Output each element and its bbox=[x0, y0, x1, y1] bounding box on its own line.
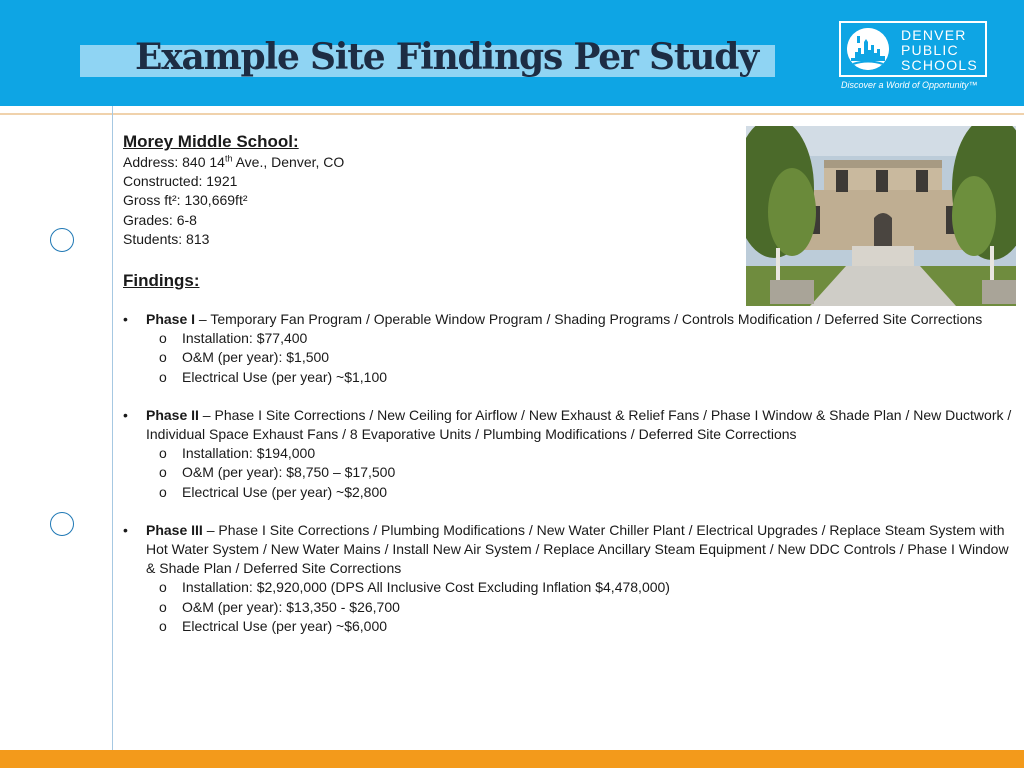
constructed-year: Constructed: 1921 bbox=[123, 173, 238, 190]
sub-bullet-icon: o bbox=[159, 349, 167, 366]
footer-bar bbox=[0, 750, 1024, 768]
cost-item bbox=[146, 617, 1013, 636]
cost-item-text: O&M (per year): $1,500 bbox=[182, 349, 330, 366]
logo-wordmark bbox=[901, 28, 985, 73]
phase-label: Phase II bbox=[146, 406, 199, 423]
skyline-emblem-icon bbox=[847, 28, 889, 70]
phase-description: – Phase I Site Corrections / New Ceiling for Airflow / New Exhaust & Relief Fans / Phase I Window & Shade Plan / New Ductwork / Individual Space Exhaust Fans / 8 Evaporative Units / Plumbing Modifications / Deferred Site Corrections bbox=[146, 406, 1012, 443]
cost-item-text: Installation: $194,000 bbox=[182, 445, 316, 462]
sub-bullet-icon: o bbox=[159, 445, 167, 462]
logo-tagline: Discover a World of Opportunity™ bbox=[841, 80, 978, 90]
school-address bbox=[123, 153, 1013, 172]
grades-range: Grades: 6-8 bbox=[123, 211, 197, 228]
cost-item bbox=[146, 578, 1013, 597]
sub-bullet-icon: o bbox=[159, 368, 167, 385]
phase-cost-list bbox=[146, 329, 1013, 387]
address-sup: th bbox=[224, 153, 233, 164]
left-margin-line bbox=[112, 106, 113, 751]
sub-bullet-icon: o bbox=[159, 464, 167, 481]
slide-title: Example Site Findings Per Study bbox=[135, 36, 758, 78]
phase-cost-list bbox=[146, 444, 1013, 502]
cost-item-text: Electrical Use (per year) ~$2,800 bbox=[182, 483, 388, 500]
phase-item bbox=[123, 406, 1013, 502]
phase-cost-list bbox=[146, 578, 1013, 636]
sub-bullet-icon: o bbox=[159, 483, 167, 500]
sub-bullet-icon: o bbox=[159, 598, 167, 615]
bullet-icon: • bbox=[123, 521, 128, 538]
cost-item bbox=[146, 329, 1013, 348]
address-rest: Ave., Denver, CO bbox=[232, 154, 345, 170]
sub-bullet-icon: o bbox=[159, 579, 167, 596]
bullet-icon: • bbox=[123, 406, 128, 423]
phase-description: – Phase I Site Corrections / Plumbing Modifications / New Water Chiller Plant / Electrical Upgrades / Replace Steam System with Hot Water System / New Water Mains / Install New Air System / Replace Ancillary Steam Equipment / New DDC Controls / Phase I Window & Shade Plan / Deferred Site Corrections bbox=[146, 521, 1009, 577]
dps-logo bbox=[839, 21, 987, 77]
sub-bullet-icon: o bbox=[159, 617, 167, 634]
cost-item-text: Electrical Use (per year) ~$1,100 bbox=[182, 368, 388, 385]
student-count: Students: 813 bbox=[123, 230, 210, 247]
cost-item-text: Installation: $2,920,000 (DPS All Inclusive Cost Excluding Inflation $4,478,000) bbox=[182, 579, 670, 596]
cost-item-text: O&M (per year): $13,350 - $26,700 bbox=[182, 598, 400, 615]
content-body bbox=[123, 131, 1013, 636]
logo-line-1: DENVER bbox=[901, 27, 967, 43]
cost-item-text: Installation: $77,400 bbox=[182, 330, 308, 347]
findings-heading: Findings: bbox=[123, 271, 200, 291]
cost-item-text: O&M (per year): $8,750 – $17,500 bbox=[182, 464, 396, 481]
binder-ring-icon bbox=[50, 228, 74, 252]
cost-item bbox=[146, 348, 1013, 367]
address-label: Address: 840 14 bbox=[123, 154, 225, 170]
cost-item bbox=[146, 463, 1013, 482]
logo-line-2: PUBLIC bbox=[901, 42, 959, 58]
bullet-icon: • bbox=[123, 311, 128, 328]
cost-item bbox=[146, 368, 1013, 387]
sub-bullet-icon: o bbox=[159, 330, 167, 347]
logo-line-3: SCHOOLS bbox=[901, 57, 978, 73]
binder-ring-icon bbox=[50, 512, 74, 536]
divider-line bbox=[0, 113, 1024, 115]
phase-description: – Temporary Fan Program / Operable Window Program / Shading Programs / Controls Modification / Deferred Site Corrections bbox=[195, 311, 983, 328]
phase-label: Phase III bbox=[146, 521, 203, 538]
phase-label: Phase I bbox=[146, 311, 196, 328]
phase-item bbox=[123, 310, 1013, 387]
phase-item bbox=[123, 521, 1013, 636]
cost-item bbox=[146, 444, 1013, 463]
cost-item bbox=[146, 483, 1013, 502]
school-name: Morey Middle School: bbox=[123, 132, 299, 151]
cost-item bbox=[146, 598, 1013, 617]
cost-item-text: Electrical Use (per year) ~$6,000 bbox=[182, 617, 388, 634]
gross-area: Gross ft²: 130,669ft² bbox=[123, 192, 248, 209]
